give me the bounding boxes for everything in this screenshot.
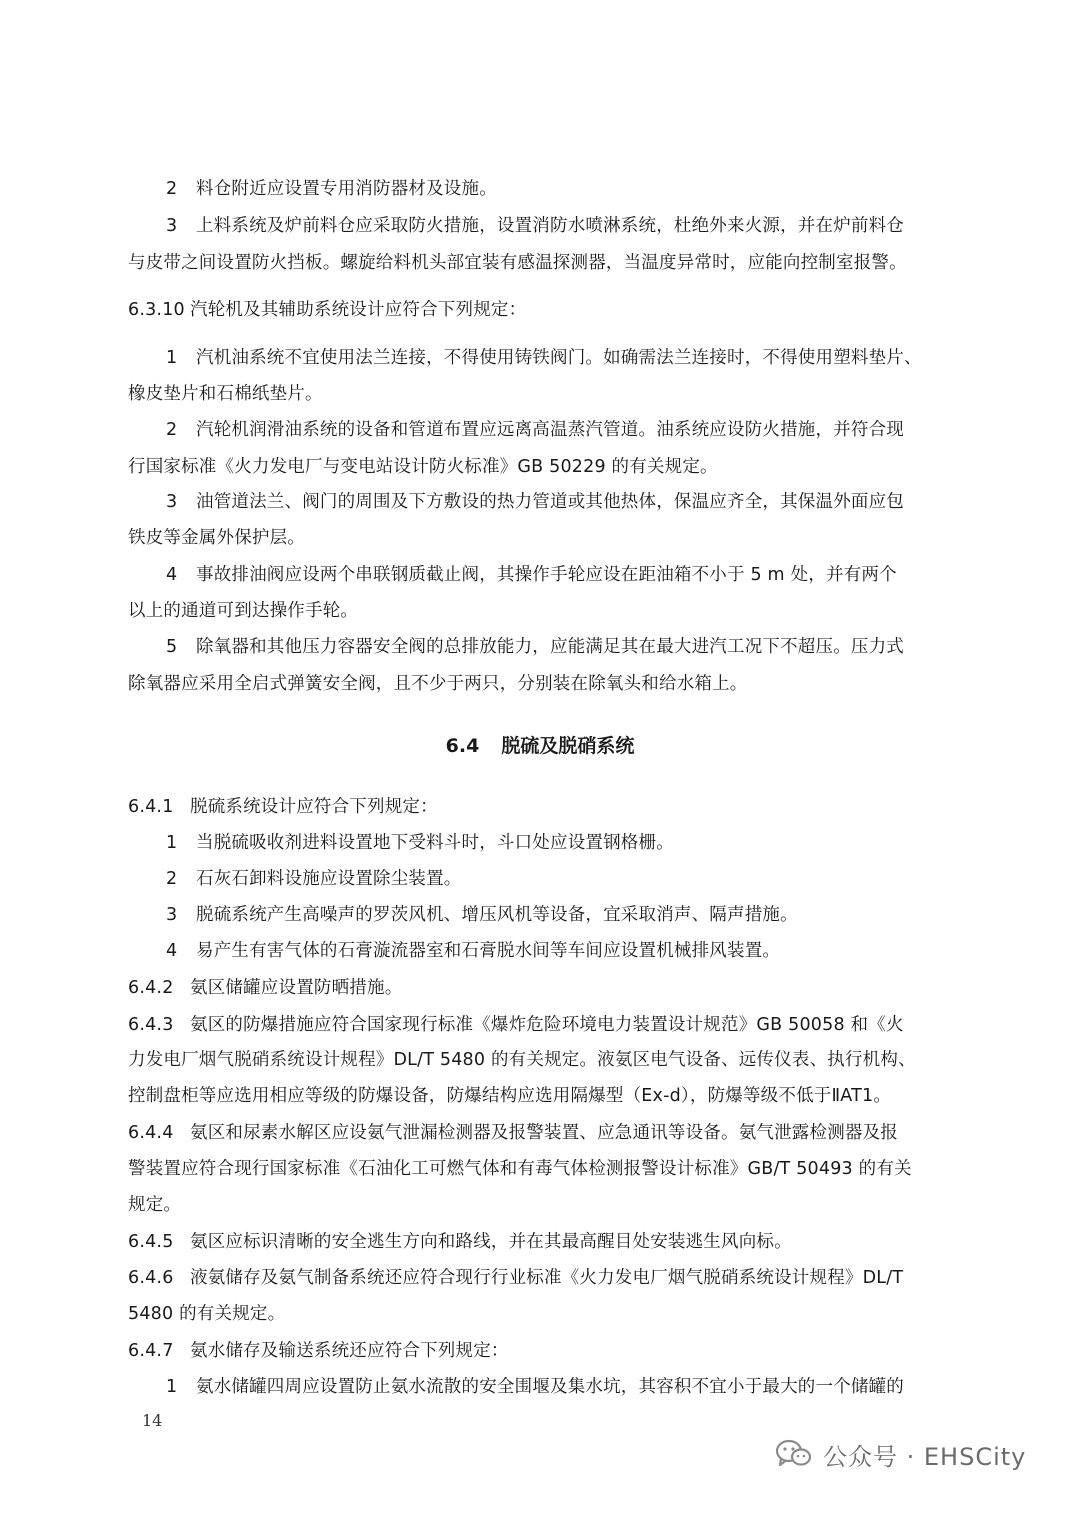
section-title: 6.4 脱硫及脱硝系统 — [445, 735, 635, 757]
text-line: 控制盘柜等应选用相应等级的防爆设备，防爆结构应选用隔爆型（Ex-d），防爆等级不低于ⅡAT1。 — [128, 1086, 892, 1106]
wechat-icon — [775, 1438, 813, 1470]
text-line: 橡皮垫片和石棉纸垫片。 — [128, 384, 323, 404]
list-item: 1 当脱硫吸收剂进料设置地下受料斗时，斗口处应设置钢格栅。 — [166, 833, 674, 853]
list-item: 1 氨水储罐四周应设置防止氨水流散的安全围堰及集水坑，其容积不宜小于最大的一个储罐的 — [166, 1377, 904, 1397]
text-line: 力发电厂烟气脱硝系统设计规程》DL/T 5480 的有关规定。液氨区电气设备、远传仪表、执行机构、 — [128, 1050, 916, 1070]
text-line: 以上的通道可到达操作手轮。 — [128, 601, 359, 621]
text-line: 铁皮等金属外保护层。 — [128, 528, 305, 548]
clause: 6.4.4 氨区和尿素水解区应设氨气泄漏检测器及报警装置、应急通讯等设备。氨气泄露检测器及报 — [128, 1123, 898, 1143]
text-line: 警装置应符合现行国家标准《石油化工可燃气体和有毒气体检测报警设计标准》GB/T 50493 的有关 — [128, 1159, 912, 1179]
list-item: 1 汽机油系统不宜使用法兰连接，不得使用铸铁阀门。如确需法兰连接时，不得使用塑料垫片、 — [166, 348, 922, 368]
text-line: 与皮带之间设置防火挡板。螺旋给料机头部宜装有感温探测器，当温度异常时，应能向控制室报警。 — [128, 253, 907, 273]
text-line: 行国家标准《火力发电厂与变电站设计防火标准》GB 50229 的有关规定。 — [128, 457, 718, 477]
clause: 6.4.6 液氨储存及氨气制备系统还应符合现行行业标准《火力发电厂烟气脱硝系统设计规程》DL/T — [128, 1268, 904, 1288]
list-item: 4 事故排油阀应设两个串联钢质截止阀，其操作手轮应设在距油箱不小于 5 m 处，并有两个 — [166, 565, 897, 585]
list-item: 4 易产生有害气体的石膏漩流器室和石膏脱水间等车间应设置机械排风装置。 — [166, 941, 781, 961]
watermark — [775, 1434, 1026, 1474]
clause: 6.4.3 氨区的防爆措施应符合国家现行标准《爆炸危险环境电力装置设计规范》GB 50058 和《火 — [128, 1015, 904, 1035]
clause: 6.3.10 汽轮机及其辅助系统设计应符合下列规定： — [128, 300, 527, 320]
list-item: 2 石灰石卸料设施应设置除尘装置。 — [166, 869, 462, 889]
list-item: 3 油管道法兰、阀门的周围及下方敷设的热力管道或其他热体，保温应齐全，其保温外面应包 — [166, 492, 904, 512]
clause: 6.4.7 氨水储存及输送系统还应符合下列规定： — [128, 1341, 509, 1361]
clause: 6.4.1 脱硫系统设计应符合下列规定： — [128, 797, 438, 817]
text-line: 5480 的有关规定。 — [128, 1304, 286, 1324]
clause: 6.4.5 氨区应标识清晰的安全逃生方向和路线，并在其最高醒目处安装逃生风向标。 — [128, 1232, 792, 1252]
clause: 6.4.2 氨区储罐应设置防晒措施。 — [128, 978, 403, 998]
text-line: 规定。 — [128, 1195, 182, 1215]
list-item: 5 除氧器和其他压力容器安全阀的总排放能力，应能满足其在最大进汽工况下不超压。压力式 — [166, 637, 904, 657]
text-line: 除氧器应采用全启式弹簧安全阀，且不少于两只，分别装在除氧头和给水箱上。 — [128, 674, 748, 694]
list-item: 2 料仓附近应设置专用消防器材及设施。 — [166, 179, 497, 199]
list-item: 2 汽轮机润滑油系统的设备和管道布置应远离高温蒸汽管道。油系统应设防火措施，并符合现 — [166, 420, 904, 440]
watermark-text: 公众号 · EHSCity — [823, 1442, 1027, 1471]
page-number: 14 — [142, 1411, 163, 1430]
list-item: 3 上料系统及炉前料仓应采取防火措施，设置消防水喷淋系统，杜绝外来火源，并在炉前料仓 — [166, 216, 904, 236]
list-item: 3 脱硫系统产生高噪声的罗茨风机、增压风机等设备，宜采取消声、隔声措施。 — [166, 905, 798, 925]
